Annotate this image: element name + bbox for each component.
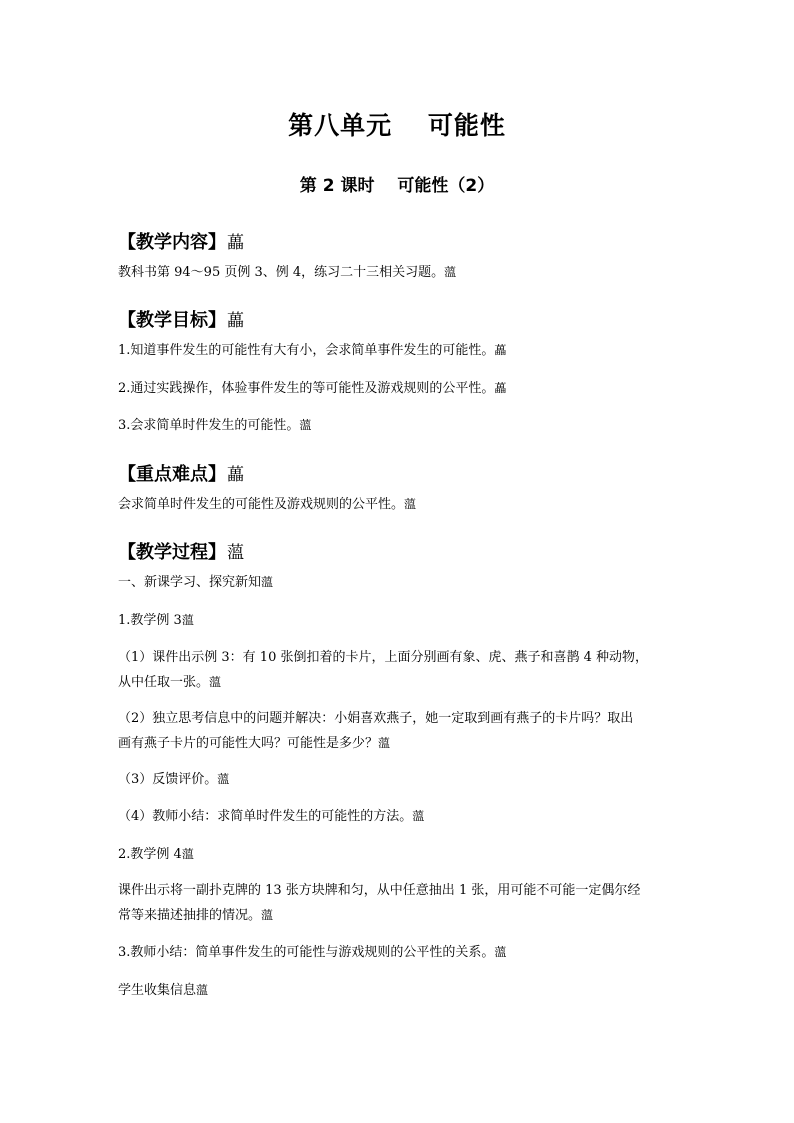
paragraph-line: 课件出示将一副扑克牌的 13 张方块牌和匀，从中任意抽出 1 张，用可能不可能一定偶尔经 (118, 883, 641, 898)
paragraph-text: 常等来描述抽排的情况。 (118, 908, 262, 923)
collect-info-paragraph (118, 978, 678, 1003)
format-mark: 薀 (444, 265, 457, 279)
section-heading-process (118, 538, 244, 564)
example-4-paragraph (118, 878, 678, 928)
format-mark: 薀 (209, 675, 222, 689)
format-mark: 薀 (196, 983, 209, 997)
format-mark: 薀 (412, 809, 425, 823)
format-mark: 薀 (261, 575, 274, 589)
format-mark: 薀 (299, 418, 312, 432)
step-4-paragraph (118, 804, 678, 829)
goal-item-3 (118, 413, 678, 438)
paragraph-text: 画有燕子卡片的可能性大吗？可能性是多少？ (118, 736, 379, 751)
format-mark: 薀 (181, 847, 194, 861)
paragraph-line: （1）课件出示例 3：有 10 张倒扣着的卡片，上面分别画有象、虎、燕子和喜鹊 4 种动物， (118, 650, 649, 665)
example-4-heading (118, 842, 678, 867)
paragraph-text: （4）教师小结：求简单时件发生的可能性的方法。 (118, 809, 413, 824)
step-1-paragraph (118, 645, 678, 695)
paragraph-text: 会求简单时件发生的可能性及游戏规则的公平性。 (118, 497, 405, 512)
step-3-paragraph (118, 767, 678, 792)
format-mark: 藟 (494, 381, 507, 395)
format-mark: 薀 (404, 497, 417, 511)
format-mark: 薀 (494, 945, 507, 959)
paragraph-line: （2）独立思考信息中的问题并解决：小娟喜欢燕子，她一定取到画有燕子的卡片吗？取出 (118, 711, 634, 726)
paragraph-text: 教科书第 94～95 页例 3、例 4，练习二十三相关习题。 (118, 265, 445, 280)
format-mark: 薀 (261, 908, 274, 922)
paragraph-text: 1.知道事件发生的可能性有大有小，会求简单事件发生的可能性。 (118, 343, 495, 358)
example-3-heading (118, 608, 678, 633)
section-heading-text: 【重点难点】 (118, 464, 226, 485)
format-mark: 薀 (181, 613, 194, 627)
paragraph-text: 1.教学例 3 (118, 613, 182, 628)
unit-title: 第八单元 可能性 (288, 111, 506, 140)
paragraph-text: 3.会求简单时件发生的可能性。 (118, 418, 300, 433)
step-2-paragraph (118, 706, 678, 756)
paragraph-text: 2.教学例 4 (118, 847, 182, 862)
paragraph-text: 学生收集信息 (118, 983, 197, 998)
paragraph-text: （3）反馈评价。 (118, 772, 218, 787)
goal-item-2 (118, 376, 678, 401)
section-heading-key-points (118, 460, 244, 486)
format-mark: 薀 (378, 736, 391, 750)
format-mark: 藟 (227, 233, 244, 253)
key-points-paragraph (118, 492, 678, 517)
paragraph-text: 3.教师小结：简单事件发生的可能性与游戏规则的公平性的关系。 (118, 945, 495, 960)
format-mark: 藟 (227, 311, 244, 331)
paragraph-text: 2.通过实践操作，体验事件发生的等可能性及游戏规则的公平性。 (118, 381, 495, 396)
section-heading-text: 【教学过程】 (118, 542, 226, 563)
paragraph-text: 从中任取一张。 (118, 675, 210, 690)
section-heading-content (118, 228, 244, 254)
process-item-1 (118, 570, 678, 595)
format-mark: 薀 (217, 772, 230, 786)
goal-item-1 (118, 338, 678, 363)
format-mark: 藟 (227, 465, 244, 485)
format-mark: 藟 (494, 343, 507, 357)
lesson-subtitle: 第 2 课时 可能性（2） (299, 176, 495, 196)
section-heading-text: 【教学目标】 (118, 310, 226, 331)
summary-paragraph (118, 940, 678, 965)
paragraph-text: 一、新课学习、探究新知 (118, 575, 262, 590)
content-paragraph (118, 260, 678, 285)
section-heading-text: 【教学内容】 (118, 232, 226, 253)
format-mark: 薀 (227, 543, 244, 563)
section-heading-goals (118, 306, 244, 332)
